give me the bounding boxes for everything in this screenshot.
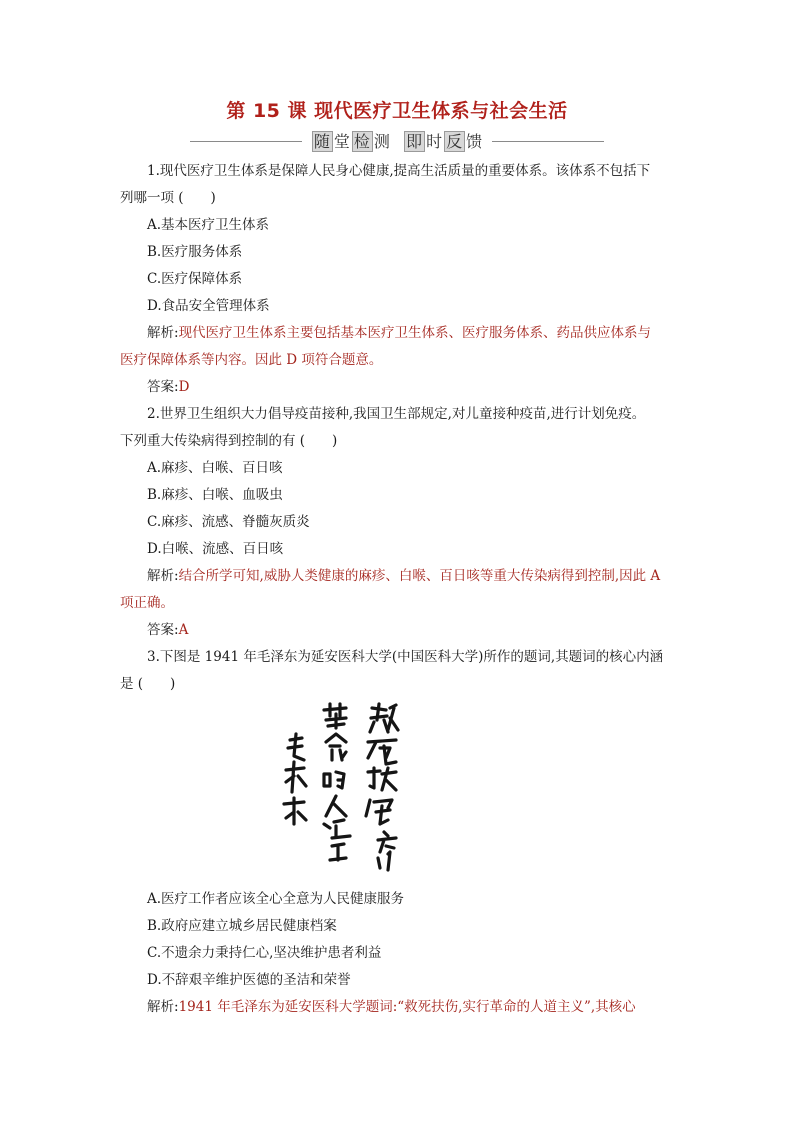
answer-value: D <box>178 379 190 395</box>
answer <box>120 374 676 401</box>
banner-text <box>308 131 486 153</box>
answer <box>120 617 676 644</box>
option-a: A.基本医疗卫生体系 <box>147 217 270 233</box>
explanation <box>120 563 676 590</box>
question-2 <box>120 401 676 644</box>
option-c: C.麻疹、流感、脊髓灰质炎 <box>147 514 310 530</box>
question-stem: 1.现代医疗卫生体系是保障人民身心健康,提高生活质量的重要体系。该体系不包括下 <box>147 163 651 179</box>
question-stem-cont: 下列重大传染病得到控制的有 ( ) <box>120 433 338 449</box>
question-stem: 2.世界卫生组织大力倡导疫苗接种,我国卫生部规定,对儿童接种疫苗,进行计划免疫。 <box>147 406 646 422</box>
banner-char: 馈 <box>466 132 484 151</box>
banner-char: 时 <box>426 132 444 151</box>
option-b: B.麻疹、白喉、血吸虫 <box>147 487 283 503</box>
banner-rule-left <box>190 141 302 142</box>
option-c: C.医疗保障体系 <box>147 271 243 287</box>
banner-char-boxed: 即 <box>406 132 424 151</box>
explanation-cont: 医疗保障体系等内容。因此 D 项符合题意。 <box>120 352 383 368</box>
banner-char: 测 <box>373 132 391 151</box>
option-a: A.麻疹、白喉、百日咳 <box>147 460 283 476</box>
question-list <box>120 158 676 1021</box>
option-a: A.医疗工作者应该全心全意为人民健康服务 <box>147 891 405 907</box>
option-d: D.不辞艰辛维护医德的圣洁和荣誉 <box>147 972 351 988</box>
answer-value: A <box>178 622 189 638</box>
explanation-text: 现代医疗卫生体系主要包括基本医疗卫生体系、医疗服务体系、药品供应体系与 <box>178 325 652 341</box>
answer-label: 答案: <box>147 379 179 395</box>
explanation-label: 解析: <box>147 999 179 1015</box>
option-d: D.食品安全管理体系 <box>147 298 270 314</box>
question-1 <box>120 158 676 401</box>
answer-label: 答案: <box>147 622 179 638</box>
explanation-label: 解析: <box>147 325 179 341</box>
calligraphy-inscription-image <box>276 700 404 872</box>
option-c: C.不遗余力秉持仁心,坚决维护患者利益 <box>147 945 382 961</box>
option-b: B.政府应建立城乡居民健康档案 <box>147 918 337 934</box>
page-title: 第 15 课 现代医疗卫生体系与社会生活 <box>226 100 568 122</box>
question-stem-cont: 列哪一项 ( ) <box>120 190 216 206</box>
explanation-text: 结合所学可知,威胁人类健康的麻疹、白喉、百日咳等重大传染病得到控制,因此 A <box>178 568 661 584</box>
option-d: D.白喉、流感、百日咳 <box>147 541 284 557</box>
question-stem: 3.下图是 1941 年毛泽东为延安医科大学(中国医科大学)所作的题词,其题词的核心内涵 <box>147 649 664 665</box>
section-banner <box>190 131 604 153</box>
explanation-cont: 项正确。 <box>120 595 174 611</box>
question-stem-cont: 是 ( ) <box>120 676 176 692</box>
banner-rule-right <box>492 141 604 142</box>
explanation-label: 解析: <box>147 568 179 584</box>
option-b: B.医疗服务体系 <box>147 244 243 260</box>
banner-char-boxed: 检 <box>353 132 371 151</box>
explanation <box>120 994 676 1021</box>
banner-char-boxed: 反 <box>446 132 464 151</box>
explanation-text: 1941 年毛泽东为延安医科大学题词:“救死扶伤,实行革命的人道主义”,其核心 <box>178 999 636 1015</box>
banner-char: 堂 <box>333 132 351 151</box>
explanation <box>120 320 676 347</box>
banner-char-boxed: 随 <box>313 132 331 151</box>
